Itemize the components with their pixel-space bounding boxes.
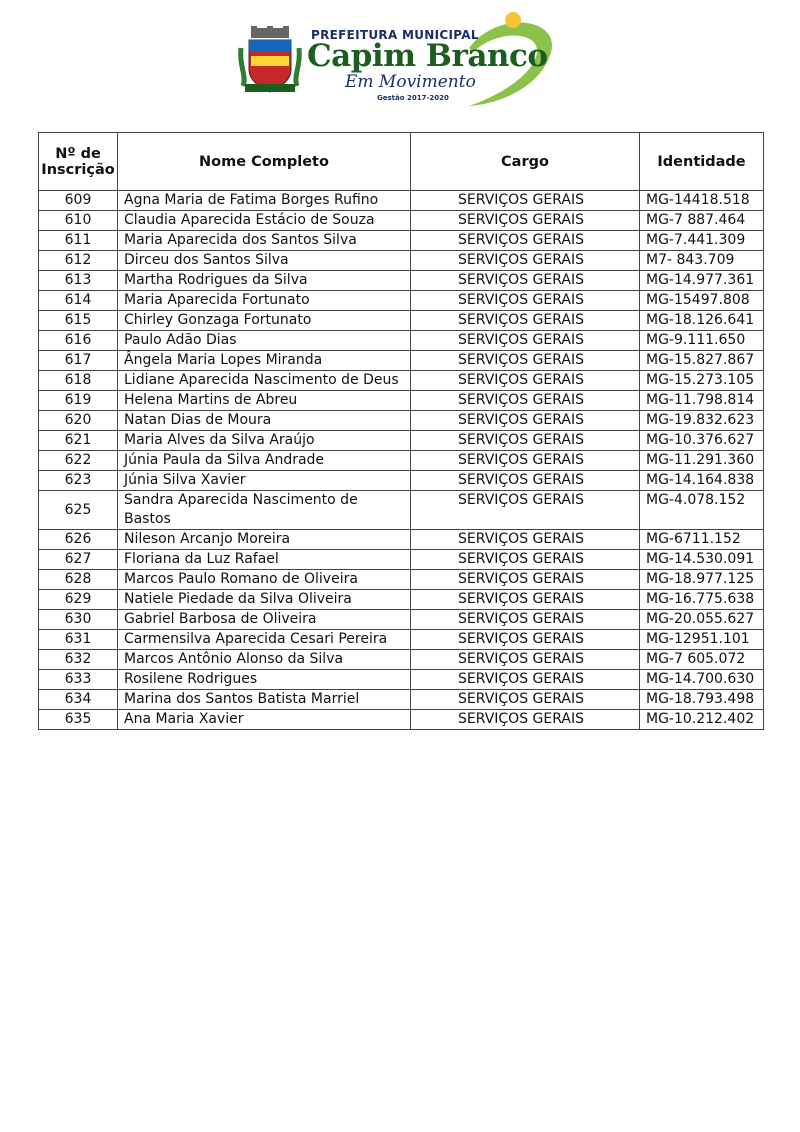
table-row xyxy=(39,351,764,371)
full-name: Júnia Paula da Silva Andrade xyxy=(118,451,411,471)
registration-number: 633 xyxy=(39,670,118,690)
identity-number: MG-10.376.627 xyxy=(640,431,764,451)
table-row xyxy=(39,431,764,451)
registration-number: 619 xyxy=(39,391,118,411)
full-name: Lidiane Aparecida Nascimento de Deus xyxy=(118,371,411,391)
full-name: Natan Dias de Moura xyxy=(118,411,411,431)
registration-number: 626 xyxy=(39,530,118,550)
registration-number: 611 xyxy=(39,231,118,251)
registration-number: 621 xyxy=(39,431,118,451)
registration-number: 616 xyxy=(39,331,118,351)
identity-number: MG-7 605.072 xyxy=(640,650,764,670)
table-row xyxy=(39,391,764,411)
full-name: Sandra Aparecida Nascimento de Bastos xyxy=(118,491,411,530)
table-row xyxy=(39,451,764,471)
full-name: Ângela Maria Lopes Miranda xyxy=(118,351,411,371)
cargo: SERVIÇOS GERAIS xyxy=(411,550,640,570)
cargo: SERVIÇOS GERAIS xyxy=(411,391,640,411)
full-name: Júnia Silva Xavier xyxy=(118,471,411,491)
registration-number: 629 xyxy=(39,590,118,610)
identity-number: MG-14.164.838 xyxy=(640,471,764,491)
registration-number: 622 xyxy=(39,451,118,471)
full-name: Ana Maria Xavier xyxy=(118,710,411,730)
identity-number: MG-7.441.309 xyxy=(640,231,764,251)
cargo: SERVIÇOS GERAIS xyxy=(411,610,640,630)
identity-number: MG-20.055.627 xyxy=(640,610,764,630)
registration-number: 612 xyxy=(39,251,118,271)
table-row xyxy=(39,371,764,391)
cargo: SERVIÇOS GERAIS xyxy=(411,231,640,251)
full-name: Maria Alves da Silva Araújo xyxy=(118,431,411,451)
table-header-row xyxy=(39,133,764,191)
table-row xyxy=(39,471,764,491)
cargo: SERVIÇOS GERAIS xyxy=(411,411,640,431)
table-row xyxy=(39,231,764,251)
full-name: Gabriel Barbosa de Oliveira xyxy=(118,610,411,630)
table-row xyxy=(39,331,764,351)
table-row xyxy=(39,271,764,291)
cargo: SERVIÇOS GERAIS xyxy=(411,710,640,730)
cargo: SERVIÇOS GERAIS xyxy=(411,431,640,451)
identity-number: MG-14.700.630 xyxy=(640,670,764,690)
table-row xyxy=(39,570,764,590)
full-name: Rosilene Rodrigues xyxy=(118,670,411,690)
gestao-label: Gestão 2017-2020 xyxy=(377,94,449,102)
cargo: SERVIÇOS GERAIS xyxy=(411,530,640,550)
registration-number: 615 xyxy=(39,311,118,331)
identity-number: M7- 843.709 xyxy=(640,251,764,271)
slogan: Em Movimento xyxy=(345,72,476,92)
identity-number: MG-4.078.152 xyxy=(640,491,764,530)
identity-number: MG-14418.518 xyxy=(640,191,764,211)
table-row xyxy=(39,670,764,690)
cargo: SERVIÇOS GERAIS xyxy=(411,590,640,610)
cargo: SERVIÇOS GERAIS xyxy=(411,570,640,590)
identity-number: MG-7 887.464 xyxy=(640,211,764,231)
prefeitura-label: PREFEITURA MUNICIPAL xyxy=(311,28,479,42)
header-cargo: Cargo xyxy=(411,133,640,191)
table-row xyxy=(39,610,764,630)
registration-number: 631 xyxy=(39,630,118,650)
table-row xyxy=(39,191,764,211)
cargo: SERVIÇOS GERAIS xyxy=(411,351,640,371)
cargo: SERVIÇOS GERAIS xyxy=(411,650,640,670)
table-row xyxy=(39,251,764,271)
header-identity: Identidade xyxy=(640,133,764,191)
registration-number: 620 xyxy=(39,411,118,431)
registration-number: 623 xyxy=(39,471,118,491)
table-row xyxy=(39,530,764,550)
cargo: SERVIÇOS GERAIS xyxy=(411,291,640,311)
cargo: SERVIÇOS GERAIS xyxy=(411,630,640,650)
registration-number: 635 xyxy=(39,710,118,730)
registration-number: 610 xyxy=(39,211,118,231)
table-row xyxy=(39,550,764,570)
cargo: SERVIÇOS GERAIS xyxy=(411,451,640,471)
municipal-logo-header xyxy=(237,8,567,108)
cargo: SERVIÇOS GERAIS xyxy=(411,251,640,271)
cargo: SERVIÇOS GERAIS xyxy=(411,491,640,530)
full-name: Paulo Adão Dias xyxy=(118,331,411,351)
table-row xyxy=(39,650,764,670)
identity-number: MG-19.832.623 xyxy=(640,411,764,431)
full-name: Chirley Gonzaga Fortunato xyxy=(118,311,411,331)
cargo: SERVIÇOS GERAIS xyxy=(411,271,640,291)
cargo: SERVIÇOS GERAIS xyxy=(411,331,640,351)
header-registration-number: Nº de Inscrição xyxy=(39,133,118,191)
identity-number: MG-6711.152 xyxy=(640,530,764,550)
registration-number: 625 xyxy=(39,491,118,530)
identity-number: MG-15497.808 xyxy=(640,291,764,311)
identity-number: MG-16.775.638 xyxy=(640,590,764,610)
city-name: Capim Branco xyxy=(307,38,548,74)
full-name: Marina dos Santos Batista Marriel xyxy=(118,690,411,710)
identity-number: MG-12951.101 xyxy=(640,630,764,650)
table-row xyxy=(39,411,764,431)
full-name: Floriana da Luz Rafael xyxy=(118,550,411,570)
registration-table xyxy=(38,132,764,730)
registration-number: 617 xyxy=(39,351,118,371)
full-name: Martha Rodrigues da Silva xyxy=(118,271,411,291)
table-row xyxy=(39,311,764,331)
table-row xyxy=(39,491,764,530)
identity-number: MG-10.212.402 xyxy=(640,710,764,730)
identity-number: MG-14.530.091 xyxy=(640,550,764,570)
table-row xyxy=(39,630,764,650)
identity-number: MG-18.126.641 xyxy=(640,311,764,331)
identity-number: MG-18.793.498 xyxy=(640,690,764,710)
cargo: SERVIÇOS GERAIS xyxy=(411,471,640,491)
cargo: SERVIÇOS GERAIS xyxy=(411,670,640,690)
full-name: Claudia Aparecida Estácio de Souza xyxy=(118,211,411,231)
full-name: Marcos Paulo Romano de Oliveira xyxy=(118,570,411,590)
identity-number: MG-11.798.814 xyxy=(640,391,764,411)
registration-number: 630 xyxy=(39,610,118,630)
cargo: SERVIÇOS GERAIS xyxy=(411,690,640,710)
header-full-name: Nome Completo xyxy=(118,133,411,191)
full-name: Natiele Piedade da Silva Oliveira xyxy=(118,590,411,610)
coat-of-arms-icon xyxy=(237,26,303,96)
registration-number: 618 xyxy=(39,371,118,391)
full-name: Marcos Antônio Alonso da Silva xyxy=(118,650,411,670)
registration-number: 613 xyxy=(39,271,118,291)
full-name: Maria Aparecida dos Santos Silva xyxy=(118,231,411,251)
registration-number: 628 xyxy=(39,570,118,590)
full-name: Maria Aparecida Fortunato xyxy=(118,291,411,311)
identity-number: MG-11.291.360 xyxy=(640,451,764,471)
registration-number: 614 xyxy=(39,291,118,311)
identity-number: MG-18.977.125 xyxy=(640,570,764,590)
table-row xyxy=(39,211,764,231)
registration-number: 627 xyxy=(39,550,118,570)
full-name: Agna Maria de Fatima Borges Rufino xyxy=(118,191,411,211)
full-name: Helena Martins de Abreu xyxy=(118,391,411,411)
identity-number: MG-14.977.361 xyxy=(640,271,764,291)
identity-number: MG-9.111.650 xyxy=(640,331,764,351)
table-row xyxy=(39,291,764,311)
cargo: SERVIÇOS GERAIS xyxy=(411,371,640,391)
identity-number: MG-15.273.105 xyxy=(640,371,764,391)
full-name: Dirceu dos Santos Silva xyxy=(118,251,411,271)
cargo: SERVIÇOS GERAIS xyxy=(411,191,640,211)
registration-number: 634 xyxy=(39,690,118,710)
table-row xyxy=(39,590,764,610)
registration-number: 632 xyxy=(39,650,118,670)
cargo: SERVIÇOS GERAIS xyxy=(411,311,640,331)
identity-number: MG-15.827.867 xyxy=(640,351,764,371)
table-row xyxy=(39,690,764,710)
cargo: SERVIÇOS GERAIS xyxy=(411,211,640,231)
full-name: Carmensilva Aparecida Cesari Pereira xyxy=(118,630,411,650)
table-row xyxy=(39,710,764,730)
registration-number: 609 xyxy=(39,191,118,211)
full-name: Nileson Arcanjo Moreira xyxy=(118,530,411,550)
